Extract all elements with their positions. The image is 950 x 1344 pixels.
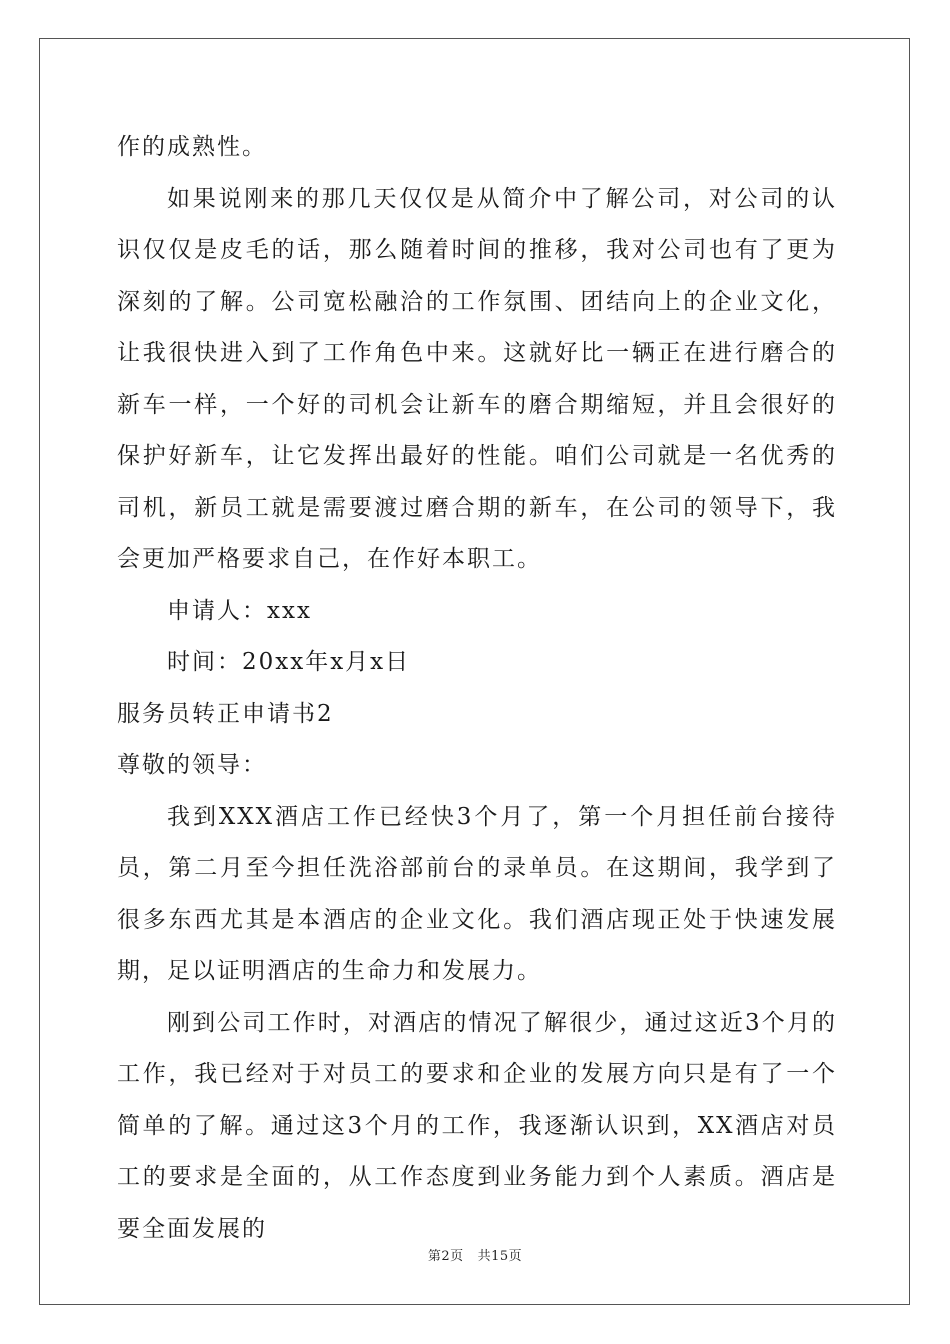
section-title: 服务员转正申请书2 [117,700,334,727]
salutation: 尊敬的领导： [117,752,267,778]
page-footer [0,1245,950,1264]
paragraph-work-experience: 我到XXX酒店工作已经快3个月了，第一个月担任前台接待员，第二月至今担任洗浴部前台的录单员。在这期间，我学到了很多东西尤其是本酒店的企业文化。我们酒店现正处于快速发展期，足以证明酒店的生命力和发展力。 [117,803,837,984]
paragraph-learning: 刚到公司工作时，对酒店的情况了解很少，通过这近3个月的工作，我已经对于对员工的要求和企业的发展方向只是有了一个简单的了解。通过这3个月的工作，我逐渐认识到，XX酒店对员工的要求是全面的，从工作态度到业务能力到个人素质。酒店是要全面发展的 [117,1009,837,1242]
applicant-line: 申请人：xxx [167,597,312,624]
date-line: 时间：20xx年x月x日 [167,649,411,675]
document-body [117,122,837,1255]
paragraph-company-understanding: 如果说刚来的那几天仅仅是从简介中了解公司，对公司的认识仅仅是皮毛的话，那么随着时间的推移，我对公司也有了更为深刻的了解。公司宽松融洽的工作氛围、团结向上的企业文化，让我很快进入到了工作角色中来。这就好比一辆正在进行磨合的新车一样，一个好的司机会让新车的磨合期缩短，并且会很好的保护好新车，让它发挥出最好的性能。咱们公司就是一名优秀的司机，新员工就是需要渡过磨合期的新车，在公司的领导下，我会更加严格要求自己，在作好本职工。 [117,185,837,572]
page-total: 共15页 [477,1249,523,1264]
page-number: 第2页 [427,1249,464,1264]
paragraph-continuation: 作的成熟性。 [117,134,267,160]
